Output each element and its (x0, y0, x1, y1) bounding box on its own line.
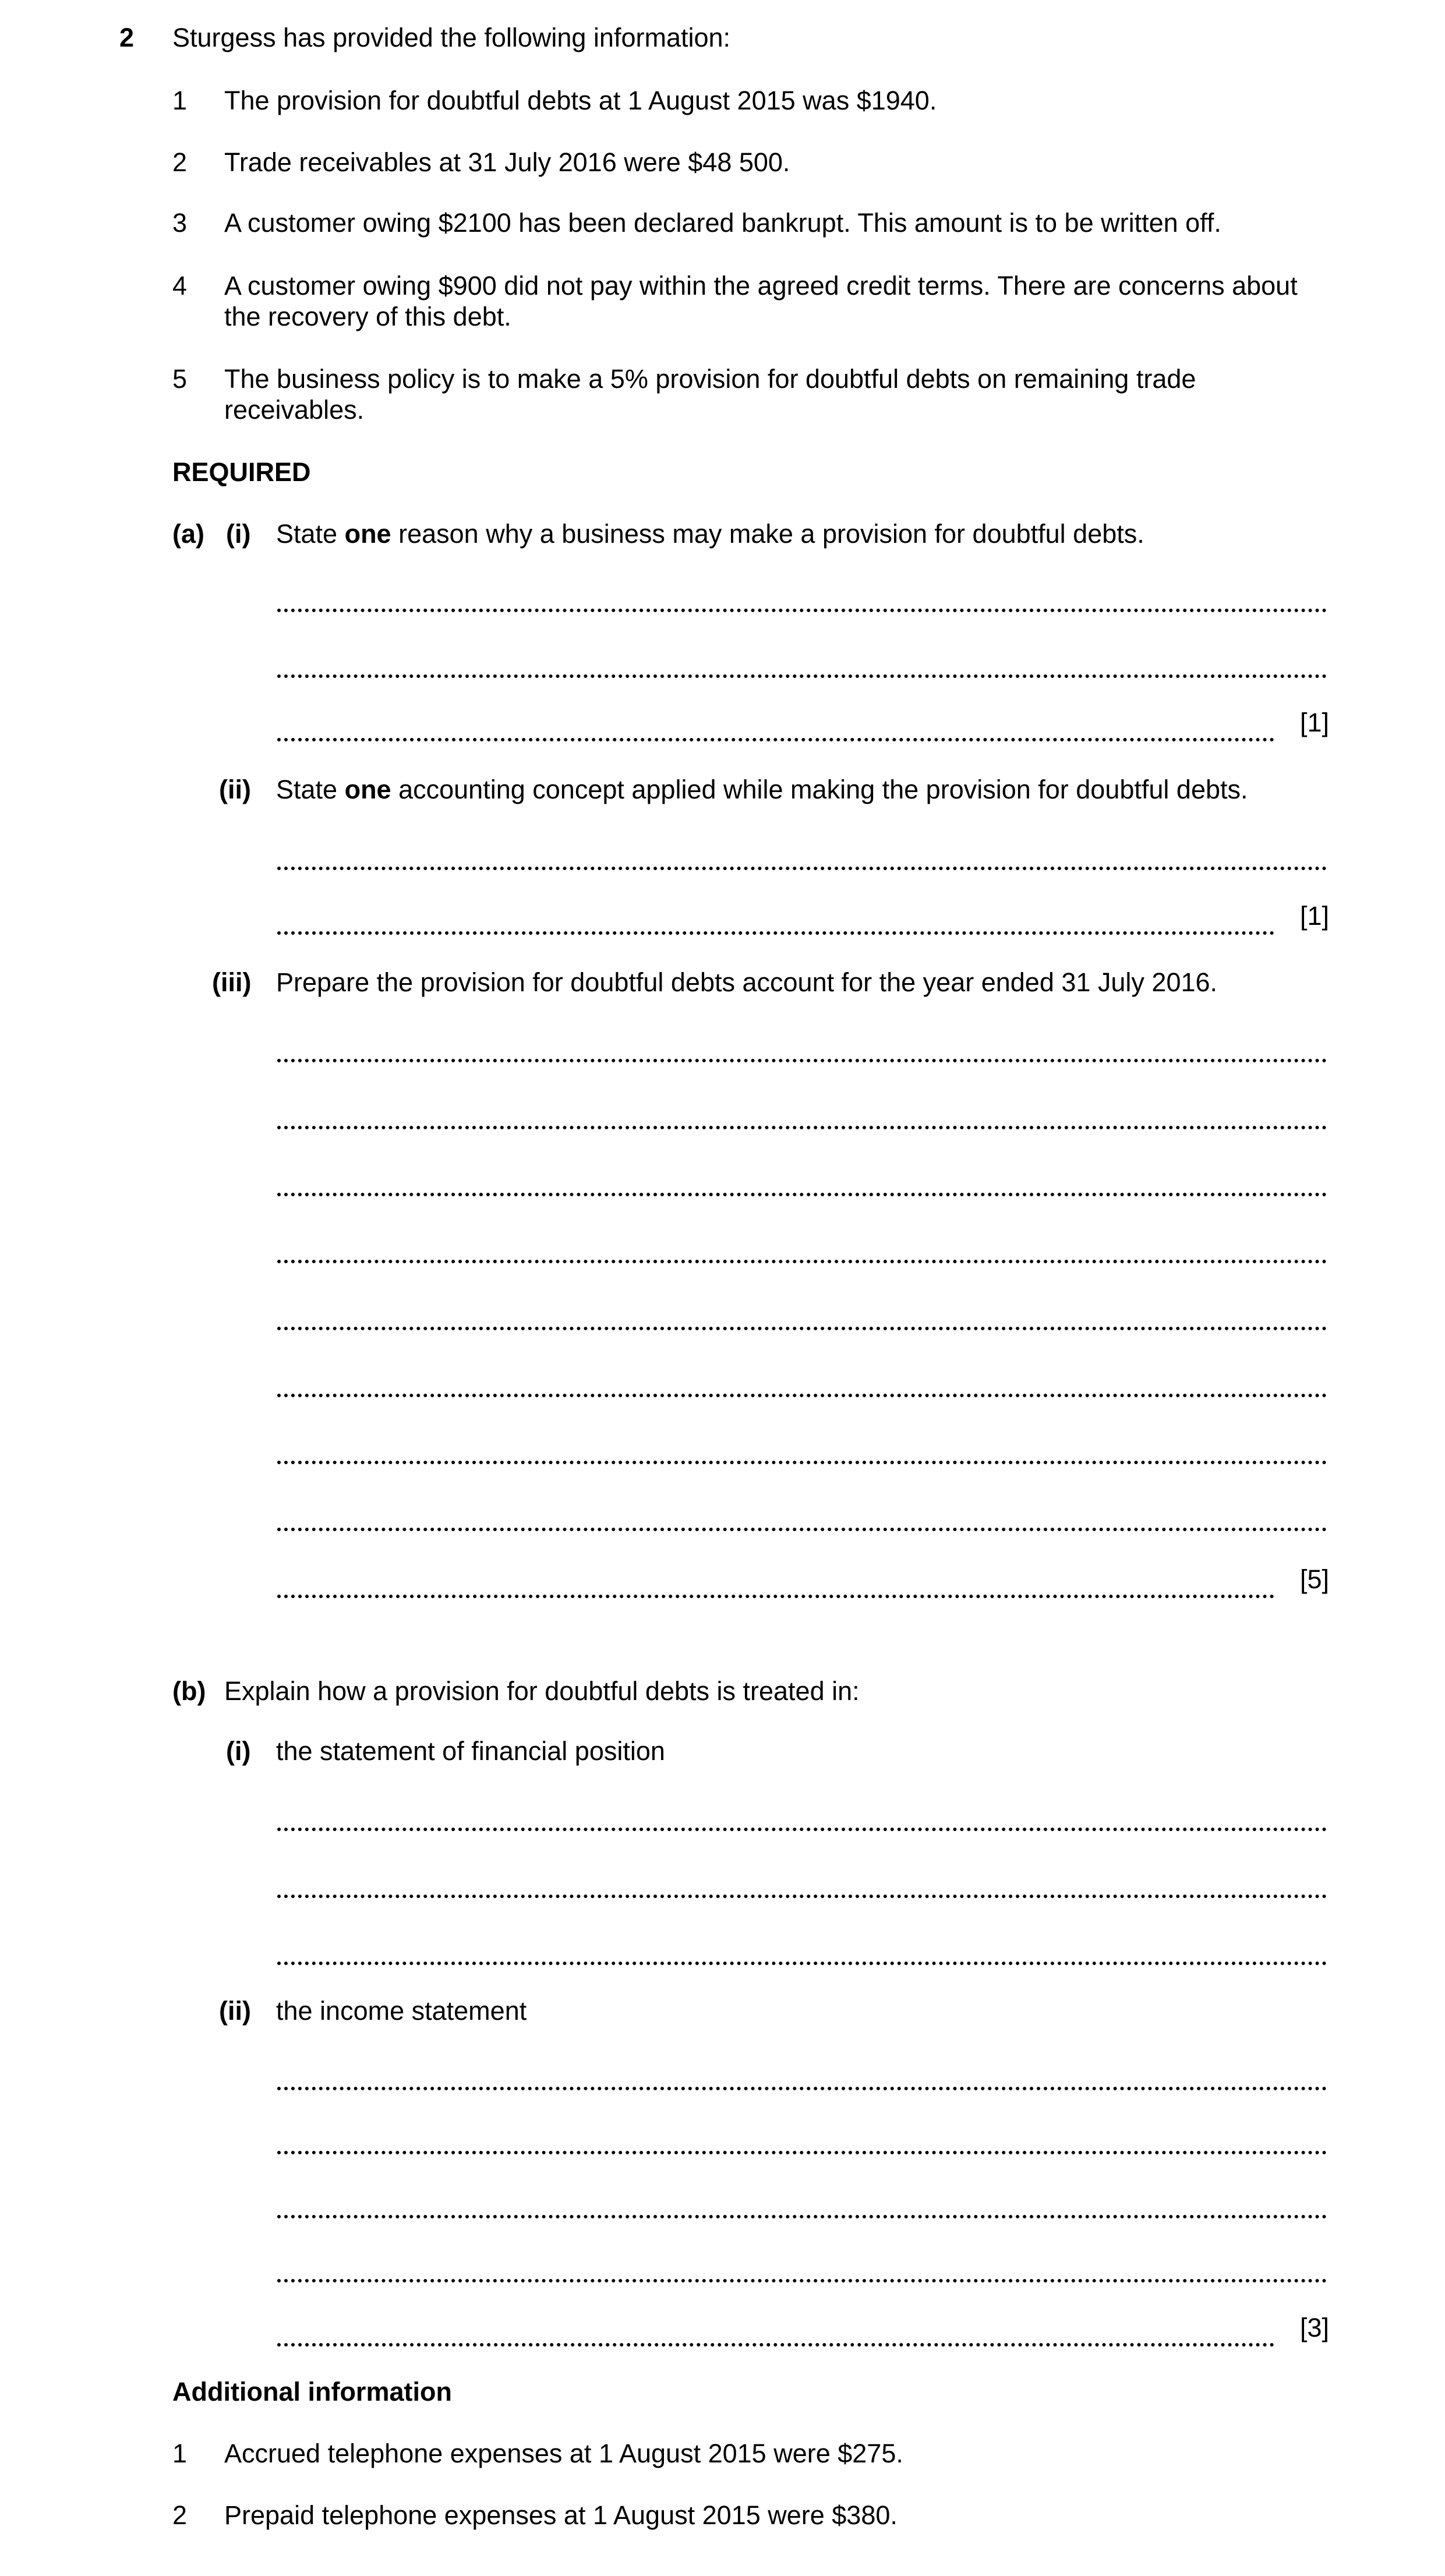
part-b-label: (b) (172, 1676, 206, 1706)
info-item-text-continued: the recovery of this debt. (224, 302, 511, 331)
info-item-text: A customer owing $900 did not pay within the agreed credit terms. There are concerns about (224, 271, 1298, 301)
part-a-ii-question: State one accounting concept applied while making the provision for doubtful debts. (276, 775, 1248, 804)
info-item-number: 3 (172, 208, 188, 238)
additional-item-text: Prepaid telephone expenses at 1 August 2015 were $380. (224, 2500, 898, 2530)
part-a-label: (a) (172, 519, 204, 549)
question-intro: Sturgess has provided the following information: (172, 23, 731, 52)
answer-line[interactable] (277, 2087, 1327, 2090)
additional-item-number: 1 (172, 2439, 188, 2468)
answer-line[interactable] (277, 1828, 1327, 1831)
question-number: 2 (119, 23, 135, 52)
answer-line[interactable] (277, 1595, 1274, 1598)
info-item-number: 5 (172, 364, 188, 394)
answer-line[interactable] (277, 1895, 1327, 1898)
part-a-iii-question: Prepare the provision for doubtful debts account for the year ended 31 July 2016. (276, 967, 1218, 997)
answer-line[interactable] (277, 1126, 1327, 1129)
marks-label: [3] (1300, 2313, 1330, 2342)
info-item-text: A customer owing $2100 has been declared bankrupt. This amount is to be written off. (224, 208, 1221, 238)
answer-line[interactable] (277, 674, 1327, 678)
marks-label: [1] (1300, 901, 1330, 931)
info-item-number: 4 (172, 271, 188, 301)
part-b-i-label: (i) (226, 1736, 251, 1766)
part-a-iii-label: (iii) (212, 967, 252, 997)
info-item-text: Trade receivables at 31 July 2016 were $48 500. (224, 147, 790, 177)
part-a-i-question: State one reason why a business may make a provision for doubtful debts. (276, 519, 1144, 549)
answer-line[interactable] (277, 867, 1327, 870)
answer-line[interactable] (277, 1059, 1327, 1062)
part-b-question: Explain how a provision for doubtful debts is treated in: (224, 1676, 860, 1706)
answer-line[interactable] (277, 1461, 1327, 1464)
answer-line[interactable] (277, 738, 1274, 741)
part-b-i-question: the statement of financial position (276, 1736, 665, 1766)
answer-line[interactable] (277, 2343, 1274, 2347)
part-a-ii-label: (ii) (219, 775, 251, 804)
answer-line[interactable] (277, 1962, 1327, 1965)
marks-label: [5] (1300, 1564, 1330, 1594)
info-item-text: The provision for doubtful debts at 1 August 2015 was $1940. (224, 86, 937, 115)
info-item-number: 2 (172, 147, 188, 177)
answer-line[interactable] (277, 1528, 1327, 1531)
answer-line[interactable] (277, 609, 1327, 612)
part-b-ii-question: the income statement (276, 1996, 527, 2026)
answer-line[interactable] (277, 1394, 1327, 1397)
info-item-text: The business policy is to make a 5% provision for doubtful debts on remaining trade (224, 364, 1196, 394)
answer-line[interactable] (277, 2215, 1327, 2218)
required-heading: REQUIRED (172, 457, 311, 487)
answer-line[interactable] (277, 2279, 1327, 2282)
answer-line[interactable] (277, 1260, 1327, 1263)
additional-info-heading: Additional information (172, 2377, 452, 2407)
additional-item-text: Accrued telephone expenses at 1 August 2015 were $275. (224, 2439, 903, 2468)
answer-line[interactable] (277, 2151, 1327, 2154)
answer-line[interactable] (277, 931, 1274, 935)
part-a-i-label: (i) (226, 519, 251, 549)
part-b-ii-label: (ii) (219, 1996, 251, 2026)
marks-label: [1] (1300, 708, 1330, 737)
info-item-text-continued: receivables. (224, 395, 365, 425)
additional-item-number: 2 (172, 2500, 188, 2530)
answer-line[interactable] (277, 1193, 1327, 1196)
info-item-number: 1 (172, 86, 188, 115)
answer-line[interactable] (277, 1327, 1327, 1330)
